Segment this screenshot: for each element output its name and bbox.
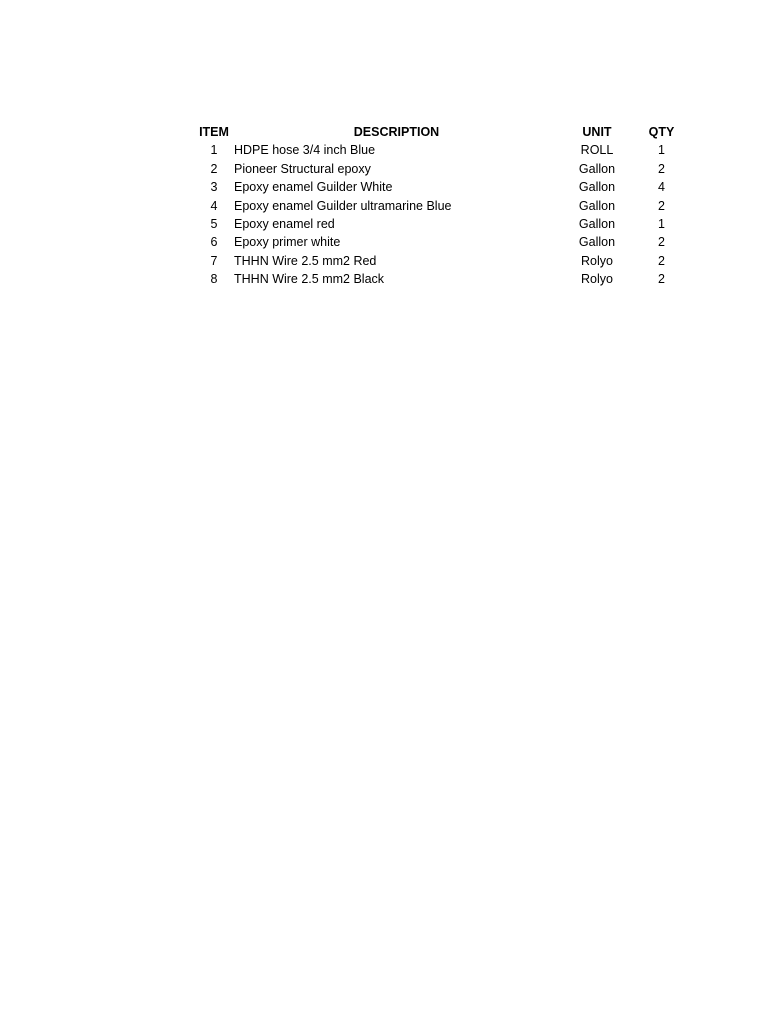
cell-unit: Gallon (578, 217, 616, 232)
cell-item: 2 (210, 161, 218, 176)
cell-unit: Gallon (578, 180, 616, 195)
table-header-row (194, 123, 688, 141)
cell-item: 4 (210, 198, 218, 213)
cell-description: Epoxy primer white (234, 235, 341, 250)
table-row (194, 252, 688, 270)
cell-qty: 4 (658, 180, 665, 195)
cell-description: Pioneer Structural epoxy (234, 161, 371, 176)
cell-unit: ROLL (580, 143, 614, 158)
table-row (194, 160, 688, 178)
cell-description: Epoxy enamel Guilder ultramarine Blue (234, 198, 452, 213)
cell-description: Epoxy enamel red (234, 217, 335, 232)
header-description: DESCRIPTION (353, 125, 440, 139)
cell-qty: 2 (658, 198, 665, 213)
cell-unit: Gallon (578, 235, 616, 250)
cell-description: HDPE hose 3/4 inch Blue (234, 143, 376, 158)
cell-qty: 1 (658, 143, 665, 158)
cell-unit: Gallon (578, 198, 616, 213)
cell-unit: Rolyo (581, 272, 613, 287)
cell-unit: Gallon (578, 161, 616, 176)
cell-qty: 2 (658, 253, 665, 268)
cell-description: Epoxy enamel Guilder White (234, 180, 393, 195)
cell-unit: Rolyo (581, 253, 613, 268)
table-row (194, 215, 688, 233)
cell-item: 6 (210, 235, 218, 250)
cell-qty: 1 (658, 217, 665, 232)
cell-qty: 2 (658, 235, 665, 250)
cell-item: 1 (210, 143, 218, 158)
cell-item: 3 (210, 180, 218, 195)
cell-item: 7 (210, 253, 218, 268)
materials-table (194, 123, 688, 289)
table-row (194, 178, 688, 196)
cell-description: THHN Wire 2.5 mm2 Black (234, 272, 385, 287)
cell-item: 8 (210, 272, 218, 287)
cell-item: 5 (210, 217, 218, 232)
table-row (194, 197, 688, 215)
header-unit: UNIT (582, 125, 612, 139)
table-row (194, 270, 688, 288)
cell-qty: 2 (658, 161, 665, 176)
table-row (194, 141, 688, 159)
cell-qty: 2 (658, 272, 665, 287)
header-qty: QTY (648, 125, 675, 139)
cell-description: THHN Wire 2.5 mm2 Red (234, 253, 377, 268)
table-row (194, 233, 688, 251)
header-item: ITEM (199, 125, 229, 139)
